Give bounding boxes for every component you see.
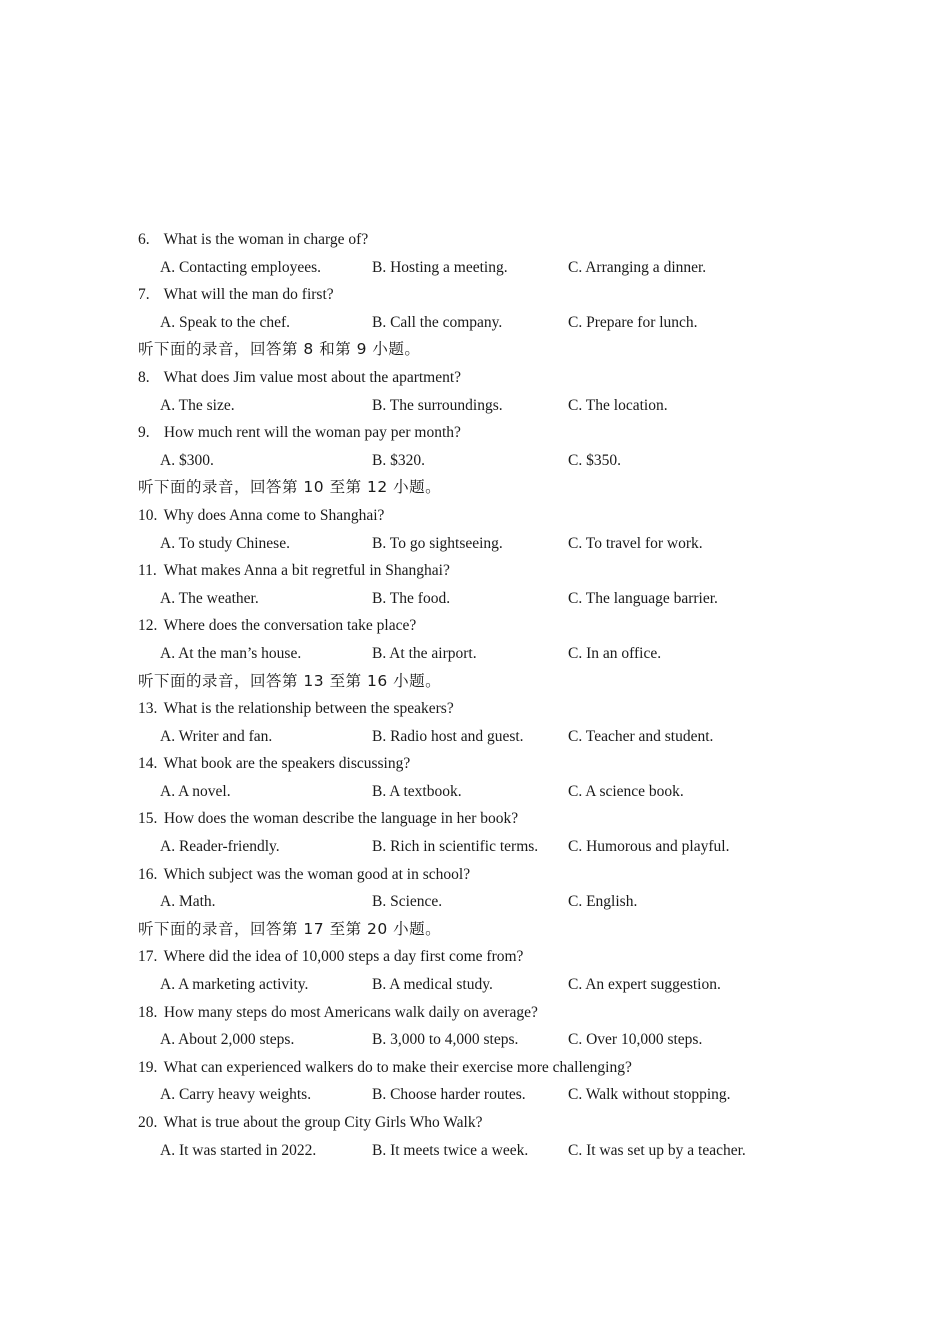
option-b: B. Choose harder routes. xyxy=(372,1086,526,1104)
option-a: A. Carry heavy weights. xyxy=(160,1086,312,1104)
option-a: A. Math. xyxy=(160,893,216,911)
option-a: A. At the man’s house. xyxy=(160,644,302,662)
question-stem xyxy=(138,943,818,971)
option-c: C. Arranging a dinner. xyxy=(568,258,707,276)
answer-options xyxy=(138,640,818,668)
option-c: C. Walk without stopping. xyxy=(568,1086,731,1104)
question-text: What does Jim value most about the apartment? xyxy=(163,368,462,386)
question-number: 14. xyxy=(138,755,158,773)
answer-options xyxy=(138,723,818,751)
option-c: C. The location. xyxy=(568,396,668,414)
option-c: C. It was set up by a teacher. xyxy=(568,1141,746,1159)
answer-options xyxy=(138,833,818,861)
question-text: How much rent will the woman pay per month? xyxy=(163,424,461,442)
option-a: A. Contacting employees. xyxy=(160,258,321,276)
question-stem xyxy=(138,557,818,585)
option-c: C. Humorous and playful. xyxy=(568,838,730,856)
option-c: C. To travel for work. xyxy=(568,534,703,552)
question-stem xyxy=(138,1054,818,1082)
question-number: 20. xyxy=(138,1114,158,1131)
question-stem xyxy=(138,419,818,447)
question-number: 13. xyxy=(138,700,158,718)
option-a: A. $300. xyxy=(160,451,214,469)
listening-questions xyxy=(138,226,818,1164)
section-instruction: 听下面的录音，回答第 8 和第 9 小题。 xyxy=(138,340,421,359)
question-text: How does the woman describe the language in her book? xyxy=(163,810,519,828)
question-number: 7. xyxy=(138,286,150,304)
option-a: A. Reader-friendly. xyxy=(160,838,280,856)
answer-options xyxy=(138,392,818,420)
option-b: B. The food. xyxy=(372,589,451,607)
question-text: What book are the speakers discussing? xyxy=(163,755,411,773)
option-b: B. Hosting a meeting. xyxy=(372,258,508,276)
option-b: B. A medical study. xyxy=(372,976,493,994)
question-text: What is the woman in charge of? xyxy=(163,231,369,248)
option-b: B. The surroundings. xyxy=(372,396,503,414)
option-a: A. Speak to the chef. xyxy=(160,313,290,331)
option-c: C. English. xyxy=(568,893,638,911)
question-stem xyxy=(138,502,818,530)
answer-options xyxy=(138,778,818,806)
option-b: B. Rich in scientific terms. xyxy=(372,838,539,856)
section-instruction: 听下面的录音，回答第 10 至第 12 小题。 xyxy=(138,478,442,497)
answer-options xyxy=(138,530,818,558)
question-number: 6. xyxy=(138,231,150,248)
option-b: B. At the airport. xyxy=(372,644,477,662)
question-stem xyxy=(138,1109,818,1137)
question-text: What can experienced walkers do to make their exercise more challenging? xyxy=(163,1058,632,1076)
option-b: B. 3,000 to 4,000 steps. xyxy=(372,1031,519,1049)
option-a: A. The weather. xyxy=(160,589,259,607)
question-text: Where did the idea of 10,000 steps a day first come from? xyxy=(163,948,524,966)
question-number: 10. xyxy=(138,506,158,524)
question-text: Which subject was the woman good at in school? xyxy=(163,865,471,883)
question-number: 16. xyxy=(138,865,158,883)
option-b: B. $320. xyxy=(372,451,425,469)
question-stem xyxy=(138,695,818,723)
section-instruction: 听下面的录音，回答第 17 至第 20 小题。 xyxy=(138,919,442,938)
answer-options xyxy=(138,585,818,613)
question-stem xyxy=(138,226,818,254)
question-text: Where does the conversation take place? xyxy=(163,617,417,635)
question-text: What makes Anna a bit regretful in Shanghai? xyxy=(163,562,450,580)
answer-options xyxy=(138,1026,818,1054)
question-stem xyxy=(138,612,818,640)
question-number: 11. xyxy=(138,562,157,580)
question-number: 12. xyxy=(138,617,158,635)
question-stem xyxy=(138,750,818,778)
option-b: B. Science. xyxy=(372,893,443,911)
question-stem xyxy=(138,999,818,1027)
question-text: What is the relationship between the speakers? xyxy=(163,700,454,718)
question-stem xyxy=(138,805,818,833)
question-stem xyxy=(138,861,818,889)
question-number: 17. xyxy=(138,948,158,966)
answer-options xyxy=(138,309,818,337)
option-a: A. Writer and fan. xyxy=(160,727,273,745)
option-c: C. Teacher and student. xyxy=(568,727,714,745)
option-c: C. The language barrier. xyxy=(568,589,718,607)
option-b: B. To go sightseeing. xyxy=(372,534,503,552)
option-a: A. A novel. xyxy=(160,782,231,800)
answer-options xyxy=(138,447,818,475)
answer-options xyxy=(138,1081,818,1109)
question-text: How many steps do most Americans walk daily on average? xyxy=(163,1003,538,1021)
option-c: C. A science book. xyxy=(568,782,684,800)
option-b: B. Radio host and guest. xyxy=(372,727,524,745)
question-text: What is true about the group City Girls Who Walk? xyxy=(163,1114,483,1131)
question-text: What will the man do first? xyxy=(163,286,334,304)
option-c: C. $350. xyxy=(568,451,621,469)
question-number: 15. xyxy=(138,810,158,828)
question-stem xyxy=(138,281,818,309)
question-text: Why does Anna come to Shanghai? xyxy=(163,506,385,524)
option-a: A. It was started in 2022. xyxy=(160,1141,317,1159)
answer-options xyxy=(138,971,818,999)
option-b: B. It meets twice a week. xyxy=(372,1141,529,1159)
question-stem xyxy=(138,364,818,392)
option-b: B. Call the company. xyxy=(372,313,503,331)
option-a: A. About 2,000 steps. xyxy=(160,1031,295,1049)
option-b: B. A textbook. xyxy=(372,782,462,800)
option-a: A. The size. xyxy=(160,396,235,414)
option-c: C. Prepare for lunch. xyxy=(568,313,698,331)
option-c: C. An expert suggestion. xyxy=(568,976,721,994)
answer-options xyxy=(138,254,818,282)
option-a: A. A marketing activity. xyxy=(160,976,309,994)
question-number: 8. xyxy=(138,368,150,386)
section-instruction: 听下面的录音，回答第 13 至第 16 小题。 xyxy=(138,671,442,690)
question-number: 18. xyxy=(138,1003,158,1021)
question-number: 9. xyxy=(138,424,150,442)
answer-options xyxy=(138,888,818,916)
option-a: A. To study Chinese. xyxy=(160,534,290,552)
question-number: 19. xyxy=(138,1058,158,1076)
answer-options xyxy=(138,1137,818,1165)
option-c: C. In an office. xyxy=(568,644,662,662)
option-c: C. Over 10,000 steps. xyxy=(568,1031,703,1049)
